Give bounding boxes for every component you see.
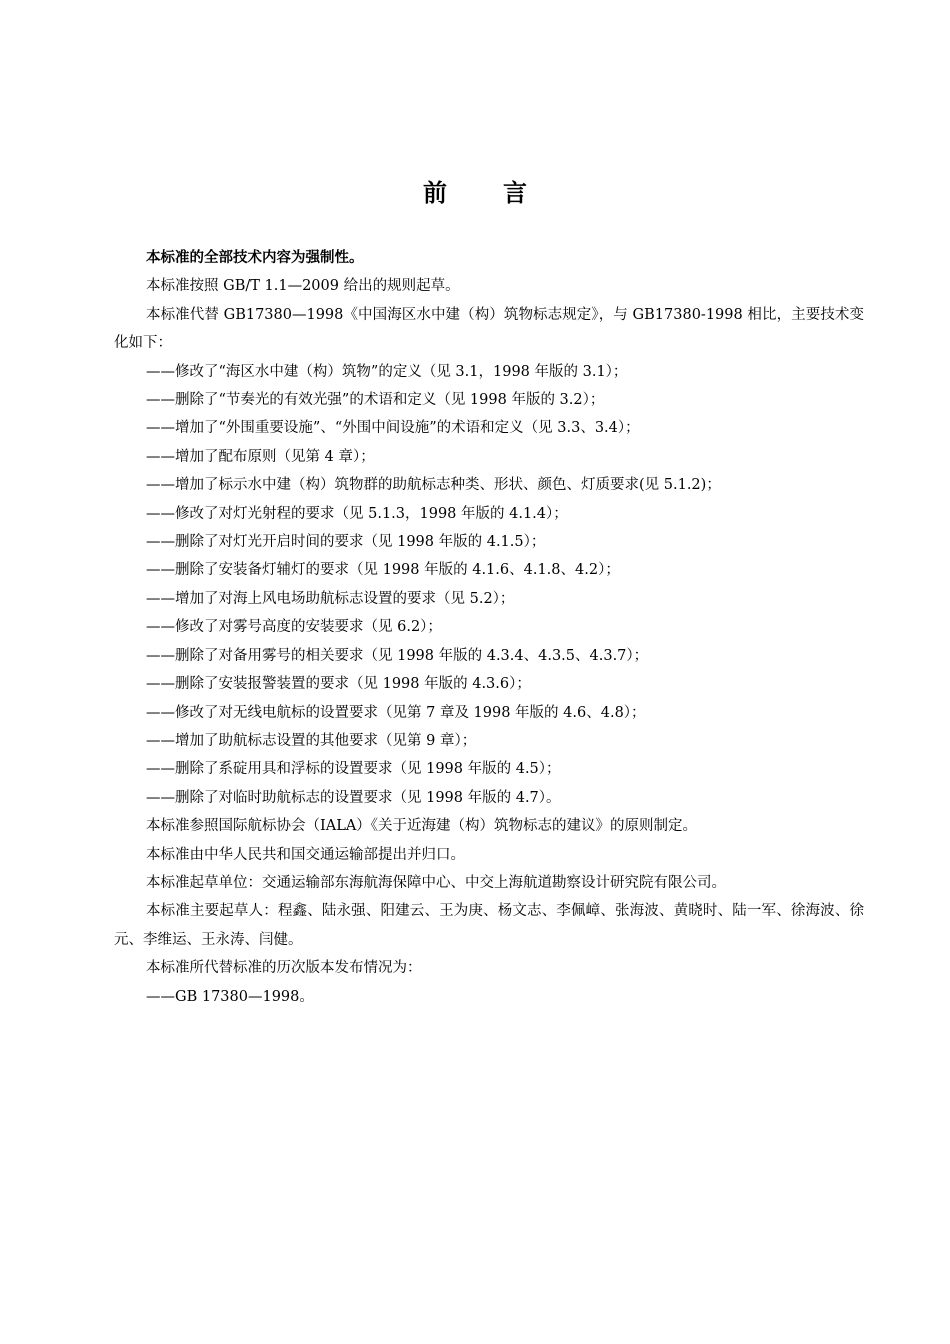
change-item: ——删除了对备用雾号的相关要求（见 1998 年版的 4.3.4、4.3.5、4.3.7）； — [146, 647, 649, 664]
foreword-body — [114, 244, 864, 1011]
title-char-1: 前 — [423, 179, 447, 207]
change-item: ——修改了对无线电航标的设置要求（见第 7 章及 1998 年版的 4.6、4.8）； — [146, 704, 646, 721]
page-title — [0, 176, 950, 210]
history-intro-paragraph: 本标准所代替标准的历次版本发布情况为： — [146, 960, 422, 977]
change-item: ——删除了安装备灯辅灯的要求（见 1998 年版的 4.1.6、4.1.8、4.2）； — [146, 562, 620, 579]
change-item: ——修改了对雾号高度的安装要求（见 6.2）； — [146, 619, 442, 636]
change-item: ——增加了标示水中建（构）筑物群的助航标志种类、形状、颜色、灯质要求(见 5.1.2)； — [146, 477, 721, 494]
reference-paragraph: 本标准参照国际航标协会（IALA）《关于近海建（构）筑物标志的建议》的原则制定。 — [146, 818, 698, 835]
change-item: ——修改了对灯光射程的要求（见 5.1.3，1998 年版的 4.1.4）； — [146, 505, 568, 522]
mandatory-statement: 本标准的全部技术内容为强制性。 — [146, 250, 364, 266]
drafting-units-paragraph: 本标准起草单位：交通运输部东海航海保障中心、中交上海航道勘察设计研究院有限公司。 — [146, 874, 726, 891]
history-item: ——GB 17380—1998。 — [146, 988, 314, 1005]
drafters-paragraph: 本标准主要起草人：程鑫、陆永强、阳建云、王为庚、杨文志、李佩嶂、张海波、黄晓时、陆一军、徐海波、徐元、李维运、王永涛、闫健。 — [114, 903, 864, 948]
change-item: ——修改了“海区水中建（构）筑物”的定义（见 3.1，1998 年版的 3.1）； — [146, 363, 628, 380]
change-item: ——删除了安装报警装置的要求（见 1998 年版的 4.3.6）； — [146, 676, 531, 693]
change-item: ——增加了“外围重要设施”、“外围中间设施”的术语和定义（见 3.3、3.4）； — [146, 420, 640, 437]
change-item: ——删除了系碇用具和浮标的设置要求（见 1998 年版的 4.5）； — [146, 761, 561, 778]
change-item: ——删除了“节奏光的有效光强”的术语和定义（见 1998 年版的 3.2）； — [146, 392, 605, 409]
change-item: ——增加了对海上风电场助航标志设置的要求（见 5.2）； — [146, 590, 515, 607]
title-char-2: 言 — [503, 179, 527, 207]
proposer-paragraph: 本标准由中华人民共和国交通运输部提出并归口。 — [146, 846, 465, 863]
drafting-rule-paragraph: 本标准按照 GB/T 1.1—2009 给出的规则起草。 — [146, 278, 460, 295]
replaces-paragraph: 本标准代替 GB17380—1998《中国海区水中建（构）筑物标志规定》，与 GB17380-1998 相比，主要技术变化如下： — [114, 306, 864, 352]
change-item: ——删除了对灯光开启时间的要求（见 1998 年版的 4.1.5）； — [146, 534, 546, 551]
change-item: ——增加了助航标志设置的其他要求（见第 9 章）； — [146, 732, 477, 749]
change-item: ——删除了对临时助航标志的设置要求（见 1998 年版的 4.7）。 — [146, 789, 561, 806]
change-item: ——增加了配布原则（见第 4 章）； — [146, 448, 375, 465]
